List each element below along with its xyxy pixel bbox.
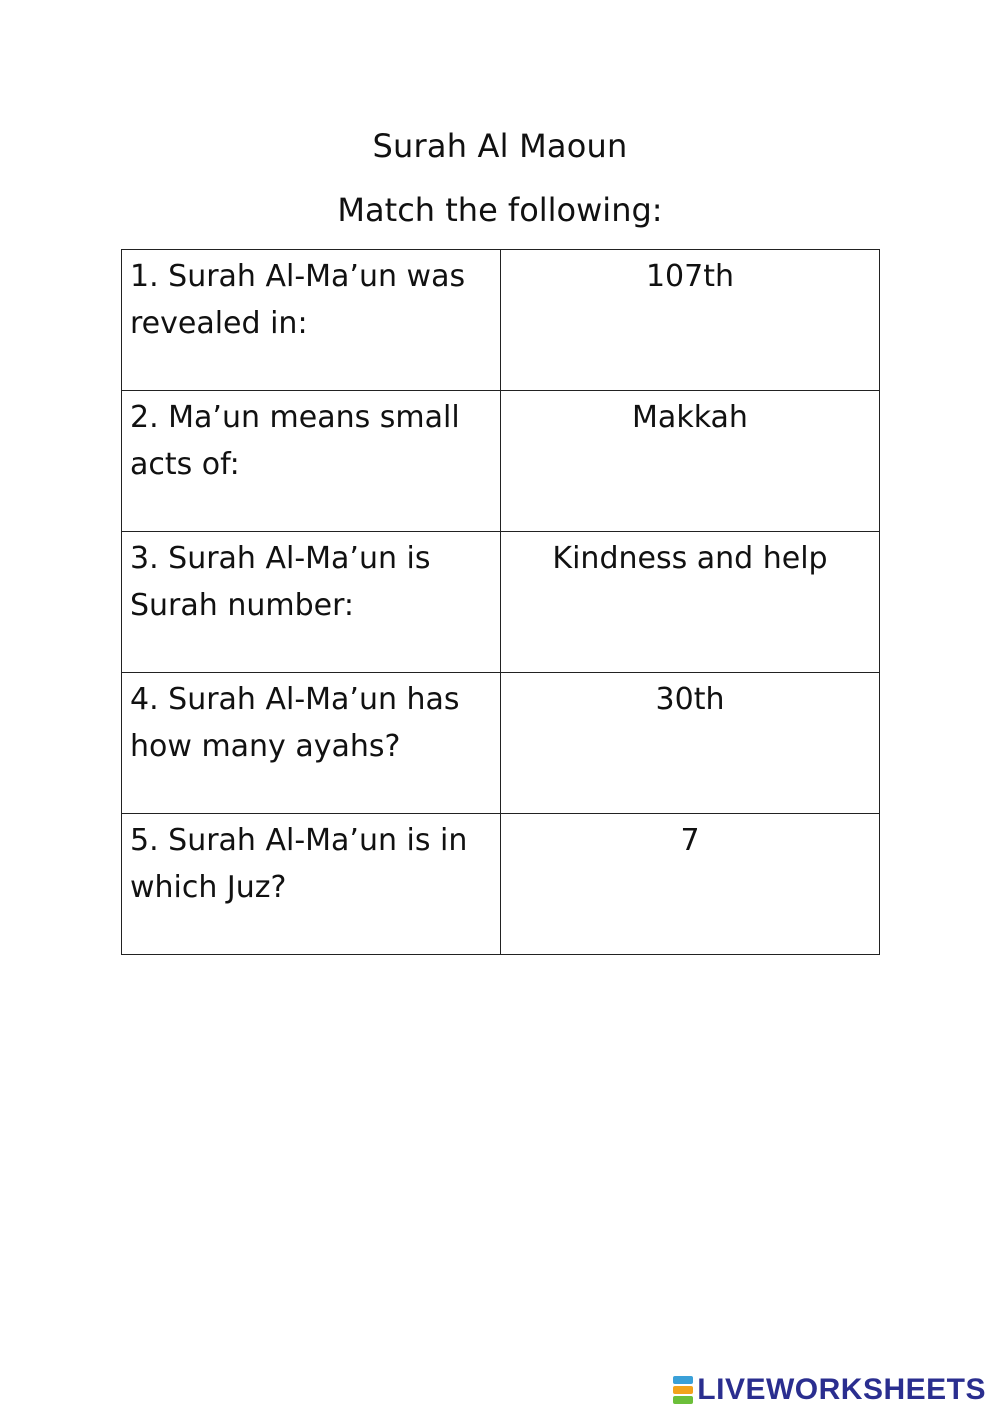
page-subtitle: Match the following: [337,191,663,229]
table-row [122,673,880,814]
answer-cell[interactable]: Kindness and help [501,532,880,673]
answer-cell[interactable]: 30th [501,673,880,814]
match-table [121,249,880,955]
watermark [673,1373,986,1407]
table-row [122,391,880,532]
question-cell: 4. Surah Al-Ma’un has how many ayahs? [122,673,501,814]
table-row [122,250,880,391]
question-cell: 3. Surah Al-Ma’un is Surah number: [122,532,501,673]
answer-cell[interactable]: Makkah [501,391,880,532]
watermark-text: LIVEWORKSHEETS [697,1373,986,1406]
answer-cell[interactable]: 7 [501,814,880,955]
table-row [122,814,880,955]
question-cell: 2. Ma’un means small acts of: [122,391,501,532]
question-cell: 5. Surah Al-Ma’un is in which Juz? [122,814,501,955]
liveworksheets-logo-icon [673,1376,693,1404]
question-cell: 1. Surah Al-Ma’un was revealed in: [122,250,501,391]
answer-cell[interactable]: 107th [501,250,880,391]
page-title: Surah Al Maoun [372,127,628,165]
table-row [122,532,880,673]
